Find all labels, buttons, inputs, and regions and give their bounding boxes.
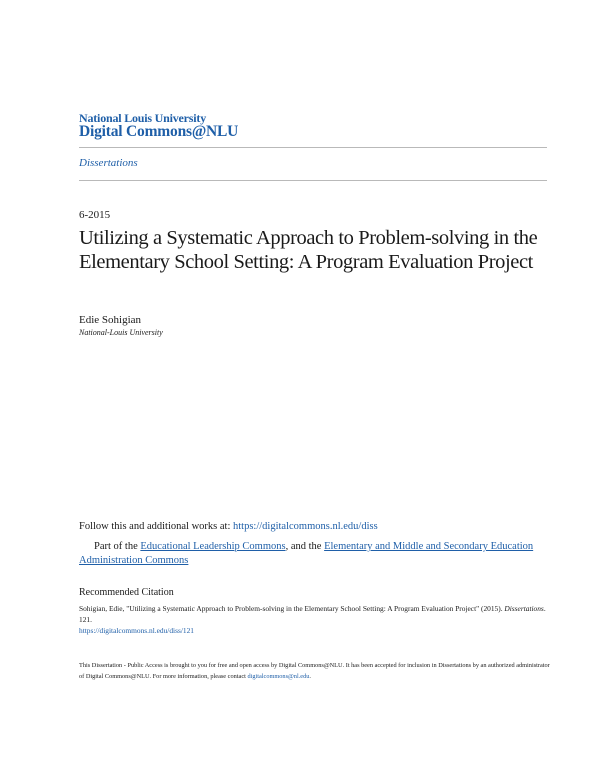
paper-title: Utilizing a Systematic Approach to Problem-solving in the Elementary School Setting: A Program Evaluation Project [79, 227, 538, 273]
citation-text [79, 603, 551, 636]
header-divider-top [79, 147, 547, 148]
author-name: Edie Sohigian [79, 314, 142, 326]
author-affiliation: National-Louis University [79, 328, 163, 337]
citation-journal: Dissertations [504, 604, 544, 613]
notice-text: This Dissertation - Public Access is brought to you for free and open access by Digital Commons@NLU. It has been accepted for inclusion in Dissertations by an authorized administrator of Digital Commons@NLU. For more information, please contact [79, 662, 550, 680]
part-of-middle: , and the [285, 541, 325, 552]
access-notice [79, 660, 551, 682]
contact-email-link[interactable]: digitalcommons@nl.edu [247, 673, 310, 680]
collection-link[interactable]: https://digitalcommons.nl.edu/diss [233, 521, 378, 532]
citation-url-link[interactable]: https://digitalcommons.nl.edu/diss/121 [79, 626, 194, 635]
follow-prefix: Follow this and additional works at: [79, 521, 233, 532]
recommended-citation-heading: Recommended Citation [79, 587, 174, 598]
citation-body: Sohigian, Edie, "Utilizing a Systematic Approach to Problem-solving in the Elementary School Setting: A Program Evaluation Project" (2015). [79, 604, 505, 613]
part-of-line [79, 540, 549, 568]
notice-end: . [309, 673, 311, 680]
publication-date: 6-2015 [79, 209, 111, 221]
follow-line [79, 521, 378, 532]
citation-number: . 121. [79, 604, 546, 624]
header-divider-bottom [79, 180, 547, 181]
series-link[interactable]: Dissertations [79, 157, 138, 169]
institution-name[interactable]: National Louis University [79, 111, 207, 125]
education-administration-link[interactable]: Elementary and Middle and Secondary Education Administration Commons [79, 541, 534, 566]
repository-name[interactable]: Digital Commons@NLU [79, 123, 239, 140]
part-of-prefix: Part of the [94, 541, 141, 552]
educational-leadership-link[interactable]: Educational Leadership Commons [140, 541, 286, 552]
